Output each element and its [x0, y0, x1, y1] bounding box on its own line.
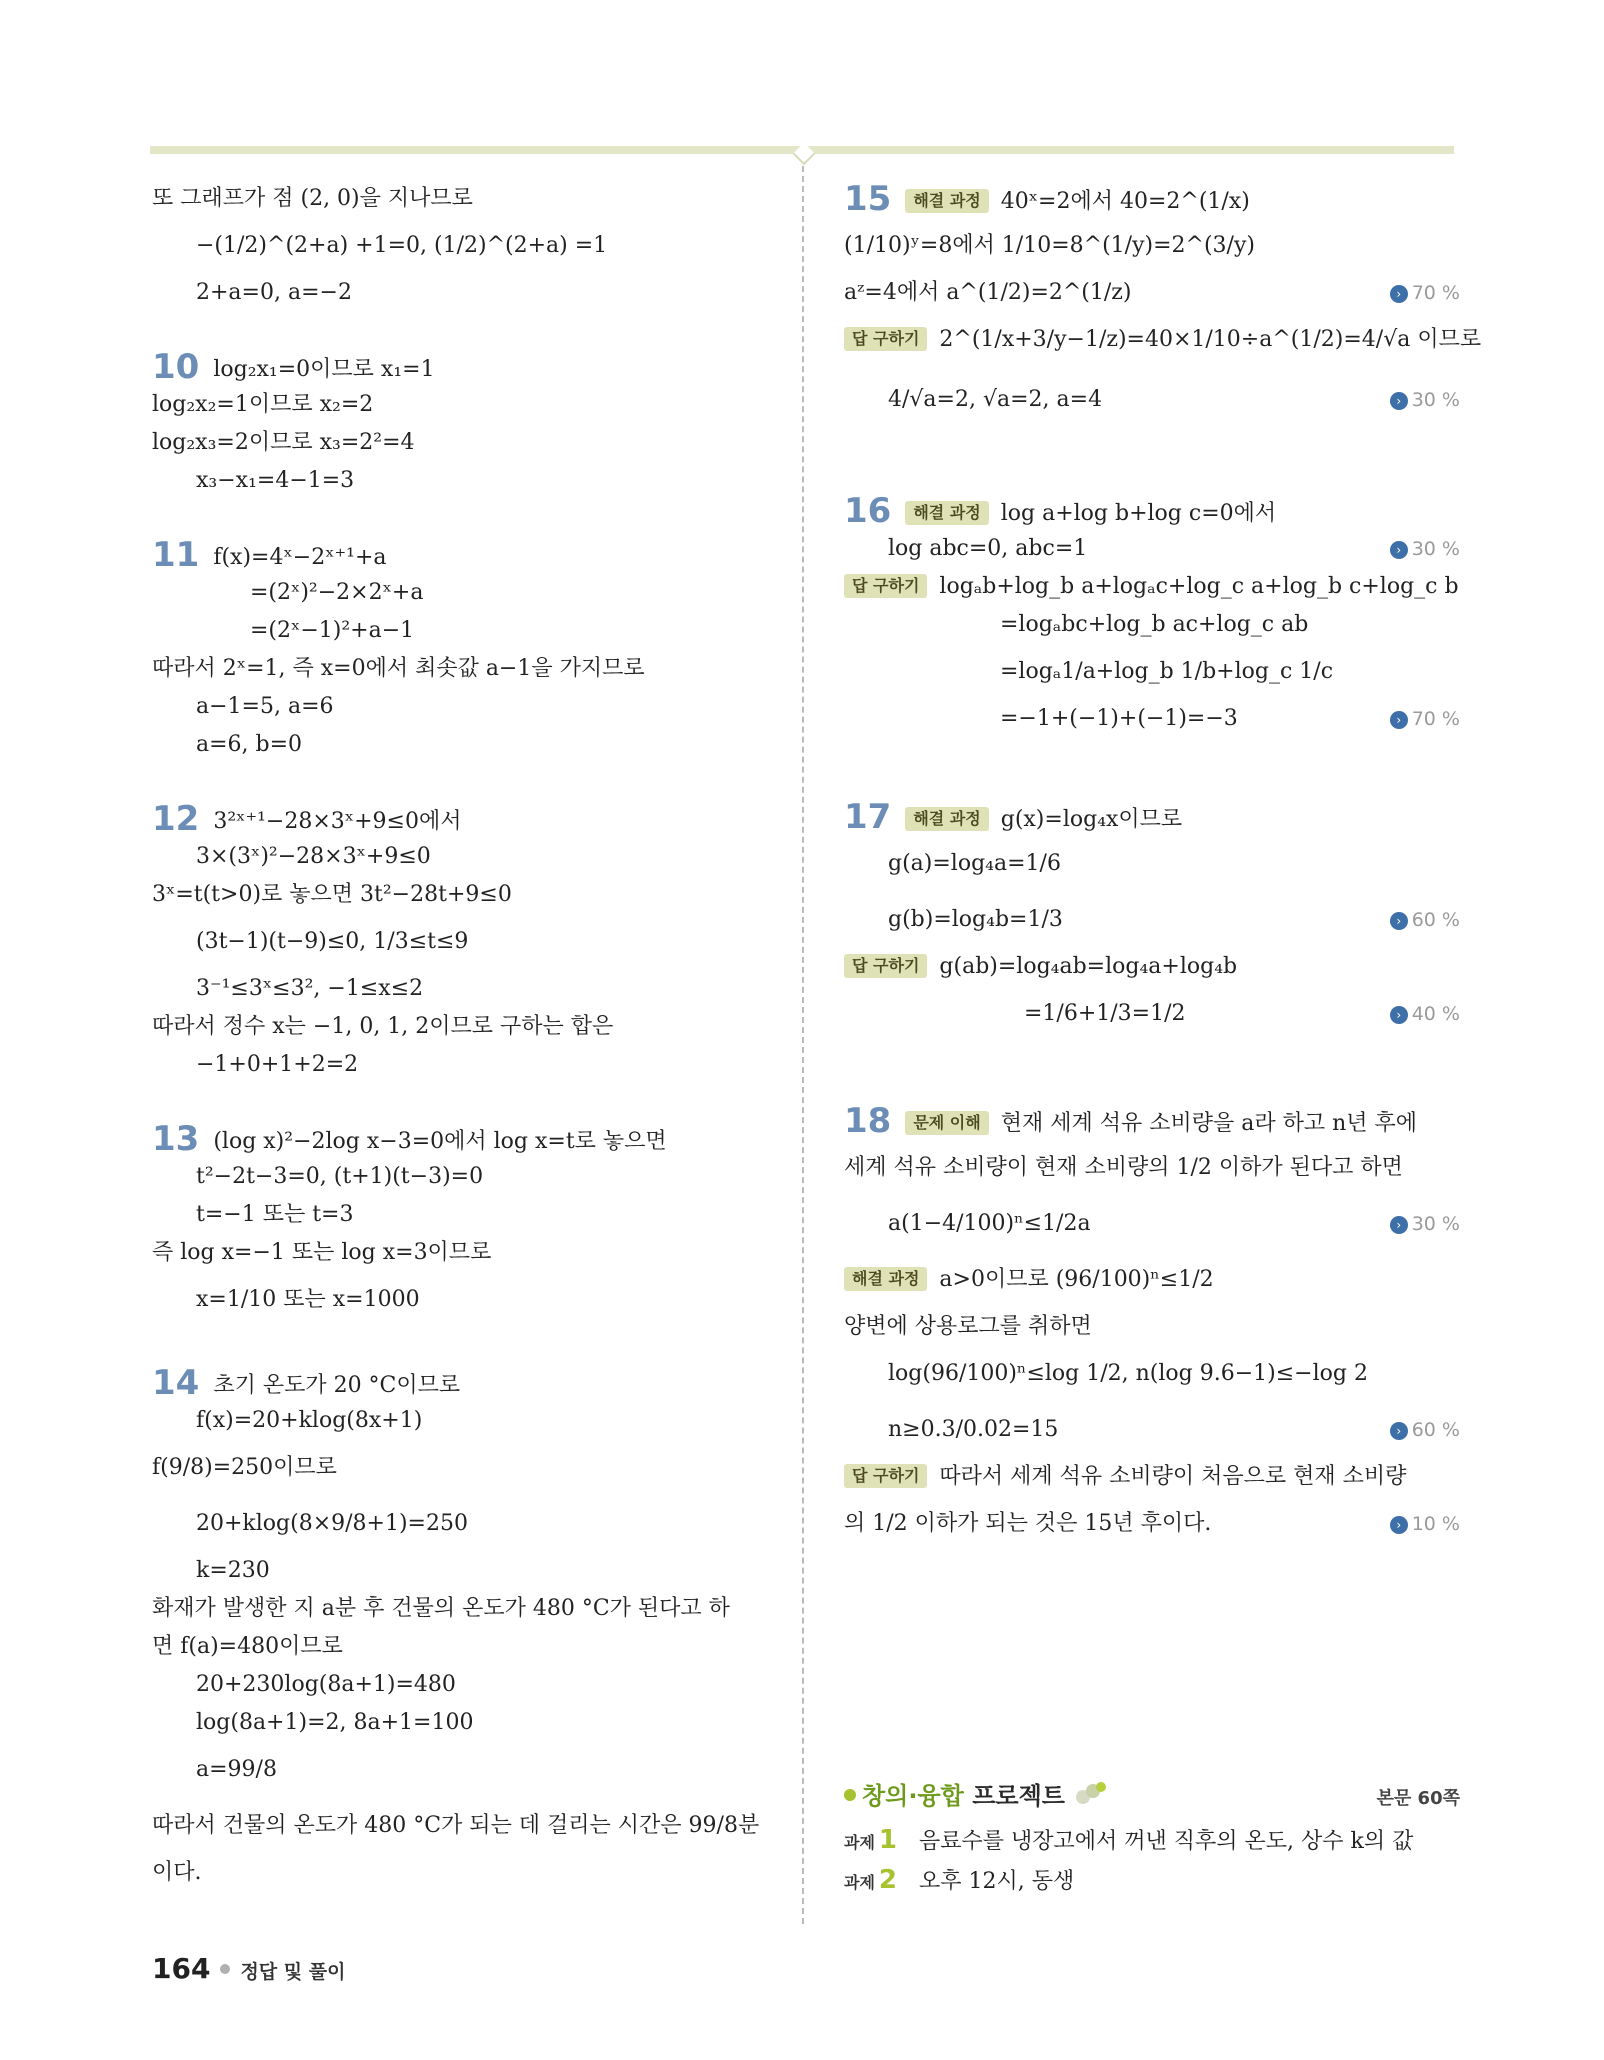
- solution-line: [152, 1440, 782, 1496]
- math-text: t²−2t−3=0, (t+1)(t−3)=0: [196, 1164, 484, 1189]
- task-number: 2: [878, 1865, 898, 1895]
- solution-line: [844, 1496, 1460, 1552]
- solution-line: [844, 568, 1460, 606]
- math-text: =logₐ1/a+log_b 1/b+log_c 1/c: [1000, 659, 1334, 684]
- math-text: 20+230log(8a+1)=480: [196, 1672, 456, 1697]
- problem-number: 10: [152, 347, 200, 387]
- math-text: g(x)=log₄x이므로: [1000, 807, 1183, 832]
- math-text: log₂x₃=2이므로 x₃=2²=4: [152, 430, 415, 455]
- math-text: 따라서 건물의 온도가 480 °C가 되는 데 걸리는 시간은 99/8분: [152, 1813, 760, 1838]
- solution-line: [152, 838, 782, 876]
- math-text: =(2ˣ)²−2×2ˣ+a: [250, 580, 424, 605]
- math-text: k=230: [196, 1558, 270, 1583]
- solution-line: [152, 1590, 782, 1628]
- math-text: g(a)=log₄a=1/6: [888, 851, 1061, 876]
- sparkle-icon: [1076, 1782, 1110, 1808]
- left-column: [152, 180, 782, 1892]
- solution-line: [844, 218, 1460, 274]
- math-text: =−1+(−1)+(−1)=−3: [1000, 706, 1238, 731]
- task-number: 1: [878, 1825, 898, 1855]
- solution-line: [152, 1628, 782, 1666]
- math-text: 3ˣ=t(t>0)로 놓으면 3t²−28t+9≤0: [152, 882, 512, 907]
- step-tag: 답 구하기: [844, 1464, 927, 1488]
- solution-line: [844, 530, 1460, 568]
- math-text: 현재 세계 석유 소비량을 a라 하고 n년 후에: [1000, 1111, 1418, 1136]
- bullet-icon: [844, 1789, 856, 1801]
- math-text: g(b)=log₄b=1/3: [888, 907, 1063, 932]
- footer-dot-icon: [220, 1964, 230, 1974]
- problem-number: 18: [844, 1101, 892, 1141]
- percentage-value: 40 %: [1411, 1003, 1460, 1025]
- problem-11-first-line: [152, 536, 782, 574]
- math-text: a=6, b=0: [196, 732, 303, 757]
- math-text: 의 1/2 이하가 되는 것은 15년 후이다.: [844, 1511, 1212, 1536]
- math-text: log₂x₁=0이므로 x₁=1: [213, 357, 435, 382]
- percentage-value: 70 %: [1411, 282, 1460, 304]
- problem-number: 14: [152, 1363, 200, 1403]
- solution-line: [152, 1496, 782, 1552]
- solution-line: [152, 1402, 782, 1440]
- math-text: =(2ˣ−1)²+a−1: [250, 618, 415, 643]
- math-text: a=99/8: [196, 1757, 277, 1782]
- math-text: log(96/100)ⁿ≤log 1/2, n(log 9.6−1)≤−log 2: [888, 1361, 1368, 1386]
- solution-line: [152, 1798, 782, 1854]
- solution-line: [152, 1196, 782, 1234]
- solution-line: [844, 274, 1460, 312]
- step-tag: 해결 과정: [905, 501, 988, 525]
- math-text: 이다.: [152, 1860, 202, 1885]
- math-text: 화재가 발생한 지 a분 후 건물의 온도가 480 °C가 된다고 하: [152, 1596, 730, 1621]
- math-text: a(1−4/100)ⁿ≤1/2a: [888, 1211, 1091, 1236]
- math-text: 따라서 정수 x는 −1, 0, 1, 2이므로 구하는 합은: [152, 1014, 614, 1039]
- math-text: log(8a+1)=2, 8a+1=100: [196, 1710, 474, 1735]
- math-text: a−1=5, a=6: [196, 694, 334, 719]
- page-reference: 본문 60쪽: [1376, 1788, 1460, 1809]
- math-text: f(x)=4ˣ−2ˣ⁺¹+a: [213, 545, 387, 570]
- math-text: −1+0+1+2=2: [196, 1052, 359, 1077]
- math-text: 40ˣ=2에서 40=2^(1/x): [1000, 189, 1250, 214]
- chevron-right-icon: ›: [1390, 392, 1408, 410]
- problem-number: 15: [844, 179, 892, 219]
- math-text: (log x)²−2log x−3=0에서 log x=t로 놓으면: [213, 1129, 667, 1154]
- problem-number: 13: [152, 1119, 200, 1159]
- chevron-right-icon: ›: [1390, 1216, 1408, 1234]
- solution-line: [844, 700, 1460, 738]
- score-percentage: [1390, 1496, 1460, 1552]
- problem-number: 11: [152, 535, 200, 575]
- problem-17-first-line: [844, 798, 1460, 836]
- step-tag: 문제 이해: [905, 1111, 988, 1135]
- math-text: 2^(1/x+3/y−1/z)=40×1/10÷a^(1/2)=4/√a 이므로: [939, 327, 1482, 352]
- solution-line: [844, 312, 1482, 368]
- math-text: x₃−x₁=4−1=3: [196, 468, 355, 493]
- solution-line: [152, 574, 782, 612]
- step-tag: 답 구하기: [844, 327, 927, 351]
- spacer: [152, 764, 782, 800]
- math-text: f(9/8)=250이므로: [152, 1455, 337, 1480]
- math-text: =logₐbc+log_b ac+log_c ab: [1000, 612, 1309, 637]
- percentage-value: 60 %: [1411, 909, 1460, 931]
- task-label: 과제: [844, 1873, 875, 1892]
- score-percentage: [1390, 368, 1460, 432]
- solution-line: [152, 970, 782, 1008]
- math-text: n≥0.3/0.02=15: [888, 1417, 1059, 1442]
- step-tag: 답 구하기: [844, 574, 927, 598]
- math-text: 세계 석유 소비량이 현재 소비량의 1/2 이하가 된다고 하면: [844, 1155, 1403, 1180]
- math-text: 20+klog(8×9/8+1)=250: [196, 1511, 468, 1536]
- solution-line: [152, 424, 782, 462]
- step-tag: 답 구하기: [844, 954, 927, 978]
- math-text: 면 f(a)=480이므로: [152, 1634, 343, 1659]
- chevron-right-icon: ›: [1390, 1516, 1408, 1534]
- spacer: [844, 738, 1460, 798]
- solution-line: [152, 386, 782, 424]
- page-footer: [152, 1952, 345, 1985]
- problem-15-first-line: [844, 180, 1460, 218]
- math-text: aᶻ=4에서 a^(1/2)=2^(1/z): [844, 280, 1132, 305]
- project-task: [844, 1860, 1460, 1900]
- solution-line: [152, 180, 782, 218]
- solution-line: [844, 368, 1460, 432]
- project-task: [844, 1820, 1460, 1860]
- score-percentage: [1390, 986, 1460, 1042]
- step-tag: 해결 과정: [905, 807, 988, 831]
- score-percentage: [1390, 1402, 1460, 1458]
- solution-line: [152, 688, 782, 726]
- chevron-right-icon: ›: [1390, 541, 1408, 559]
- percentage-value: 30 %: [1411, 538, 1460, 560]
- problem-13-first-line: [152, 1120, 782, 1158]
- math-text: =1/6+1/3=1/2: [1024, 1001, 1186, 1026]
- solution-line: [152, 1046, 782, 1084]
- solution-line: [844, 1458, 1460, 1496]
- math-text: a>0이므로 (96/100)ⁿ≤1/2: [939, 1267, 1214, 1292]
- solution-line: [152, 1008, 782, 1046]
- solution-line: [152, 462, 782, 500]
- chevron-right-icon: ›: [1390, 912, 1408, 930]
- math-text: 4/√a=2, √a=2, a=4: [888, 387, 1103, 412]
- solution-line: [152, 274, 782, 312]
- math-text: x=1/10 또는 x=1000: [196, 1287, 420, 1312]
- solution-line: [152, 218, 782, 274]
- math-text: logₐb+log_b a+logₐc+log_c a+log_b c+log_c b: [939, 574, 1459, 599]
- column-divider: [802, 166, 804, 1924]
- math-text: 2+a=0, a=−2: [196, 280, 352, 305]
- solution-line: [844, 892, 1460, 948]
- chevron-right-icon: ›: [1390, 711, 1408, 729]
- spacer: [844, 1042, 1460, 1102]
- chevron-right-icon: ›: [1390, 1422, 1408, 1440]
- chevron-right-icon: ›: [1390, 1006, 1408, 1024]
- math-text: 또 그래프가 점 (2, 0)을 지나므로: [152, 186, 473, 211]
- math-text: f(x)=20+klog(8x+1): [196, 1408, 423, 1433]
- problem-number: 12: [152, 799, 200, 839]
- solution-line: [844, 1308, 1460, 1346]
- solution-line: [152, 1158, 782, 1196]
- solution-line: [844, 986, 1460, 1042]
- spacer: [152, 1328, 782, 1364]
- problem-number: 16: [844, 491, 892, 531]
- solution-line: [152, 650, 782, 688]
- score-percentage: [1390, 892, 1460, 948]
- math-text: 즉 log x=−1 또는 log x=3이므로: [152, 1240, 492, 1265]
- math-text: 양변에 상용로그를 취하면: [844, 1314, 1092, 1339]
- score-percentage: [1390, 274, 1460, 312]
- page-number: 164: [152, 1952, 211, 1985]
- solution-line: [152, 1854, 782, 1892]
- percentage-value: 60 %: [1411, 1419, 1460, 1441]
- problem-10-first-line: [152, 348, 782, 386]
- step-tag: 해결 과정: [844, 1267, 927, 1291]
- solution-line: [152, 1234, 782, 1272]
- task-text: 음료수를 냉장고에서 꺼낸 직후의 온도, 상수 k의 값: [919, 1829, 1414, 1854]
- math-text: −(1/2)^(2+a) +1=0, (1/2)^(2+a) =1: [196, 233, 608, 258]
- solution-line: [844, 1252, 1460, 1308]
- math-text: 따라서 2ˣ=1, 즉 x=0에서 최솟값 a−1을 가지므로: [152, 656, 645, 681]
- solution-line: [844, 1140, 1460, 1196]
- math-text: 3×(3ˣ)²−28×3ˣ+9≤0: [196, 844, 431, 869]
- solution-line: [844, 644, 1460, 700]
- spacer: [152, 1084, 782, 1120]
- solution-line: [152, 1666, 782, 1704]
- right-column: [844, 179, 1482, 1552]
- task-label: 과제: [844, 1833, 875, 1852]
- percentage-value: 30 %: [1411, 1213, 1460, 1235]
- math-text: 3²ˣ⁺¹−28×3ˣ+9≤0에서: [213, 809, 462, 834]
- math-text: log₂x₂=1이므로 x₂=2: [152, 392, 374, 417]
- percentage-value: 10 %: [1411, 1513, 1460, 1535]
- math-text: t=−1 또는 t=3: [196, 1202, 354, 1227]
- math-text: g(ab)=log₄ab=log₄a+log₄b: [939, 954, 1238, 979]
- score-percentage: [1390, 700, 1460, 738]
- solution-line: [152, 612, 782, 650]
- math-text: 초기 온도가 20 °C이므로: [213, 1373, 461, 1398]
- solution-line: [152, 914, 782, 970]
- solution-line: [844, 1196, 1460, 1252]
- score-percentage: [1390, 530, 1460, 568]
- project-header: [844, 1776, 1460, 1820]
- chevron-right-icon: ›: [1390, 285, 1408, 303]
- problem-14-first-line: [152, 1364, 782, 1402]
- solution-line: [844, 1346, 1460, 1402]
- solution-line: [152, 1272, 782, 1328]
- solution-line: [844, 1402, 1460, 1458]
- score-percentage: [1390, 1196, 1460, 1252]
- project-title: 창의·융합 프로젝트: [844, 1782, 1065, 1810]
- task-text: 오후 12시, 동생: [919, 1869, 1075, 1894]
- spacer: [152, 312, 782, 348]
- footer-section-title: 정답 및 풀이: [240, 1961, 346, 1983]
- creative-project-section: [844, 1776, 1460, 1900]
- percentage-value: 30 %: [1411, 389, 1460, 411]
- solution-line: [152, 726, 782, 764]
- percentage-value: 70 %: [1411, 708, 1460, 730]
- solution-line: [844, 606, 1460, 644]
- solution-line: [152, 1704, 782, 1742]
- solution-line: [844, 948, 1460, 986]
- spacer: [152, 500, 782, 536]
- solution-line: [152, 1742, 782, 1798]
- math-text: log a+log b+log c=0에서: [1000, 501, 1277, 526]
- math-text: (1/10)ʸ=8에서 1/10=8^(1/y)=2^(3/y): [844, 233, 1255, 258]
- problem-12-first-line: [152, 800, 782, 838]
- spacer: [844, 432, 1460, 492]
- math-text: 따라서 세계 석유 소비량이 처음으로 현재 소비량: [939, 1464, 1407, 1489]
- math-text: 3⁻¹≤3ˣ≤3², −1≤x≤2: [196, 976, 424, 1001]
- math-text: (3t−1)(t−9)≤0, 1/3≤t≤9: [196, 929, 469, 954]
- solution-line: [844, 836, 1460, 892]
- problem-number: 17: [844, 797, 892, 837]
- solution-line: [152, 1552, 782, 1590]
- solution-line: [152, 876, 782, 914]
- step-tag: 해결 과정: [905, 189, 988, 213]
- problem-16-first-line: [844, 492, 1460, 530]
- math-text: log abc=0, abc=1: [888, 536, 1088, 561]
- problem-18-first-line: [844, 1102, 1460, 1140]
